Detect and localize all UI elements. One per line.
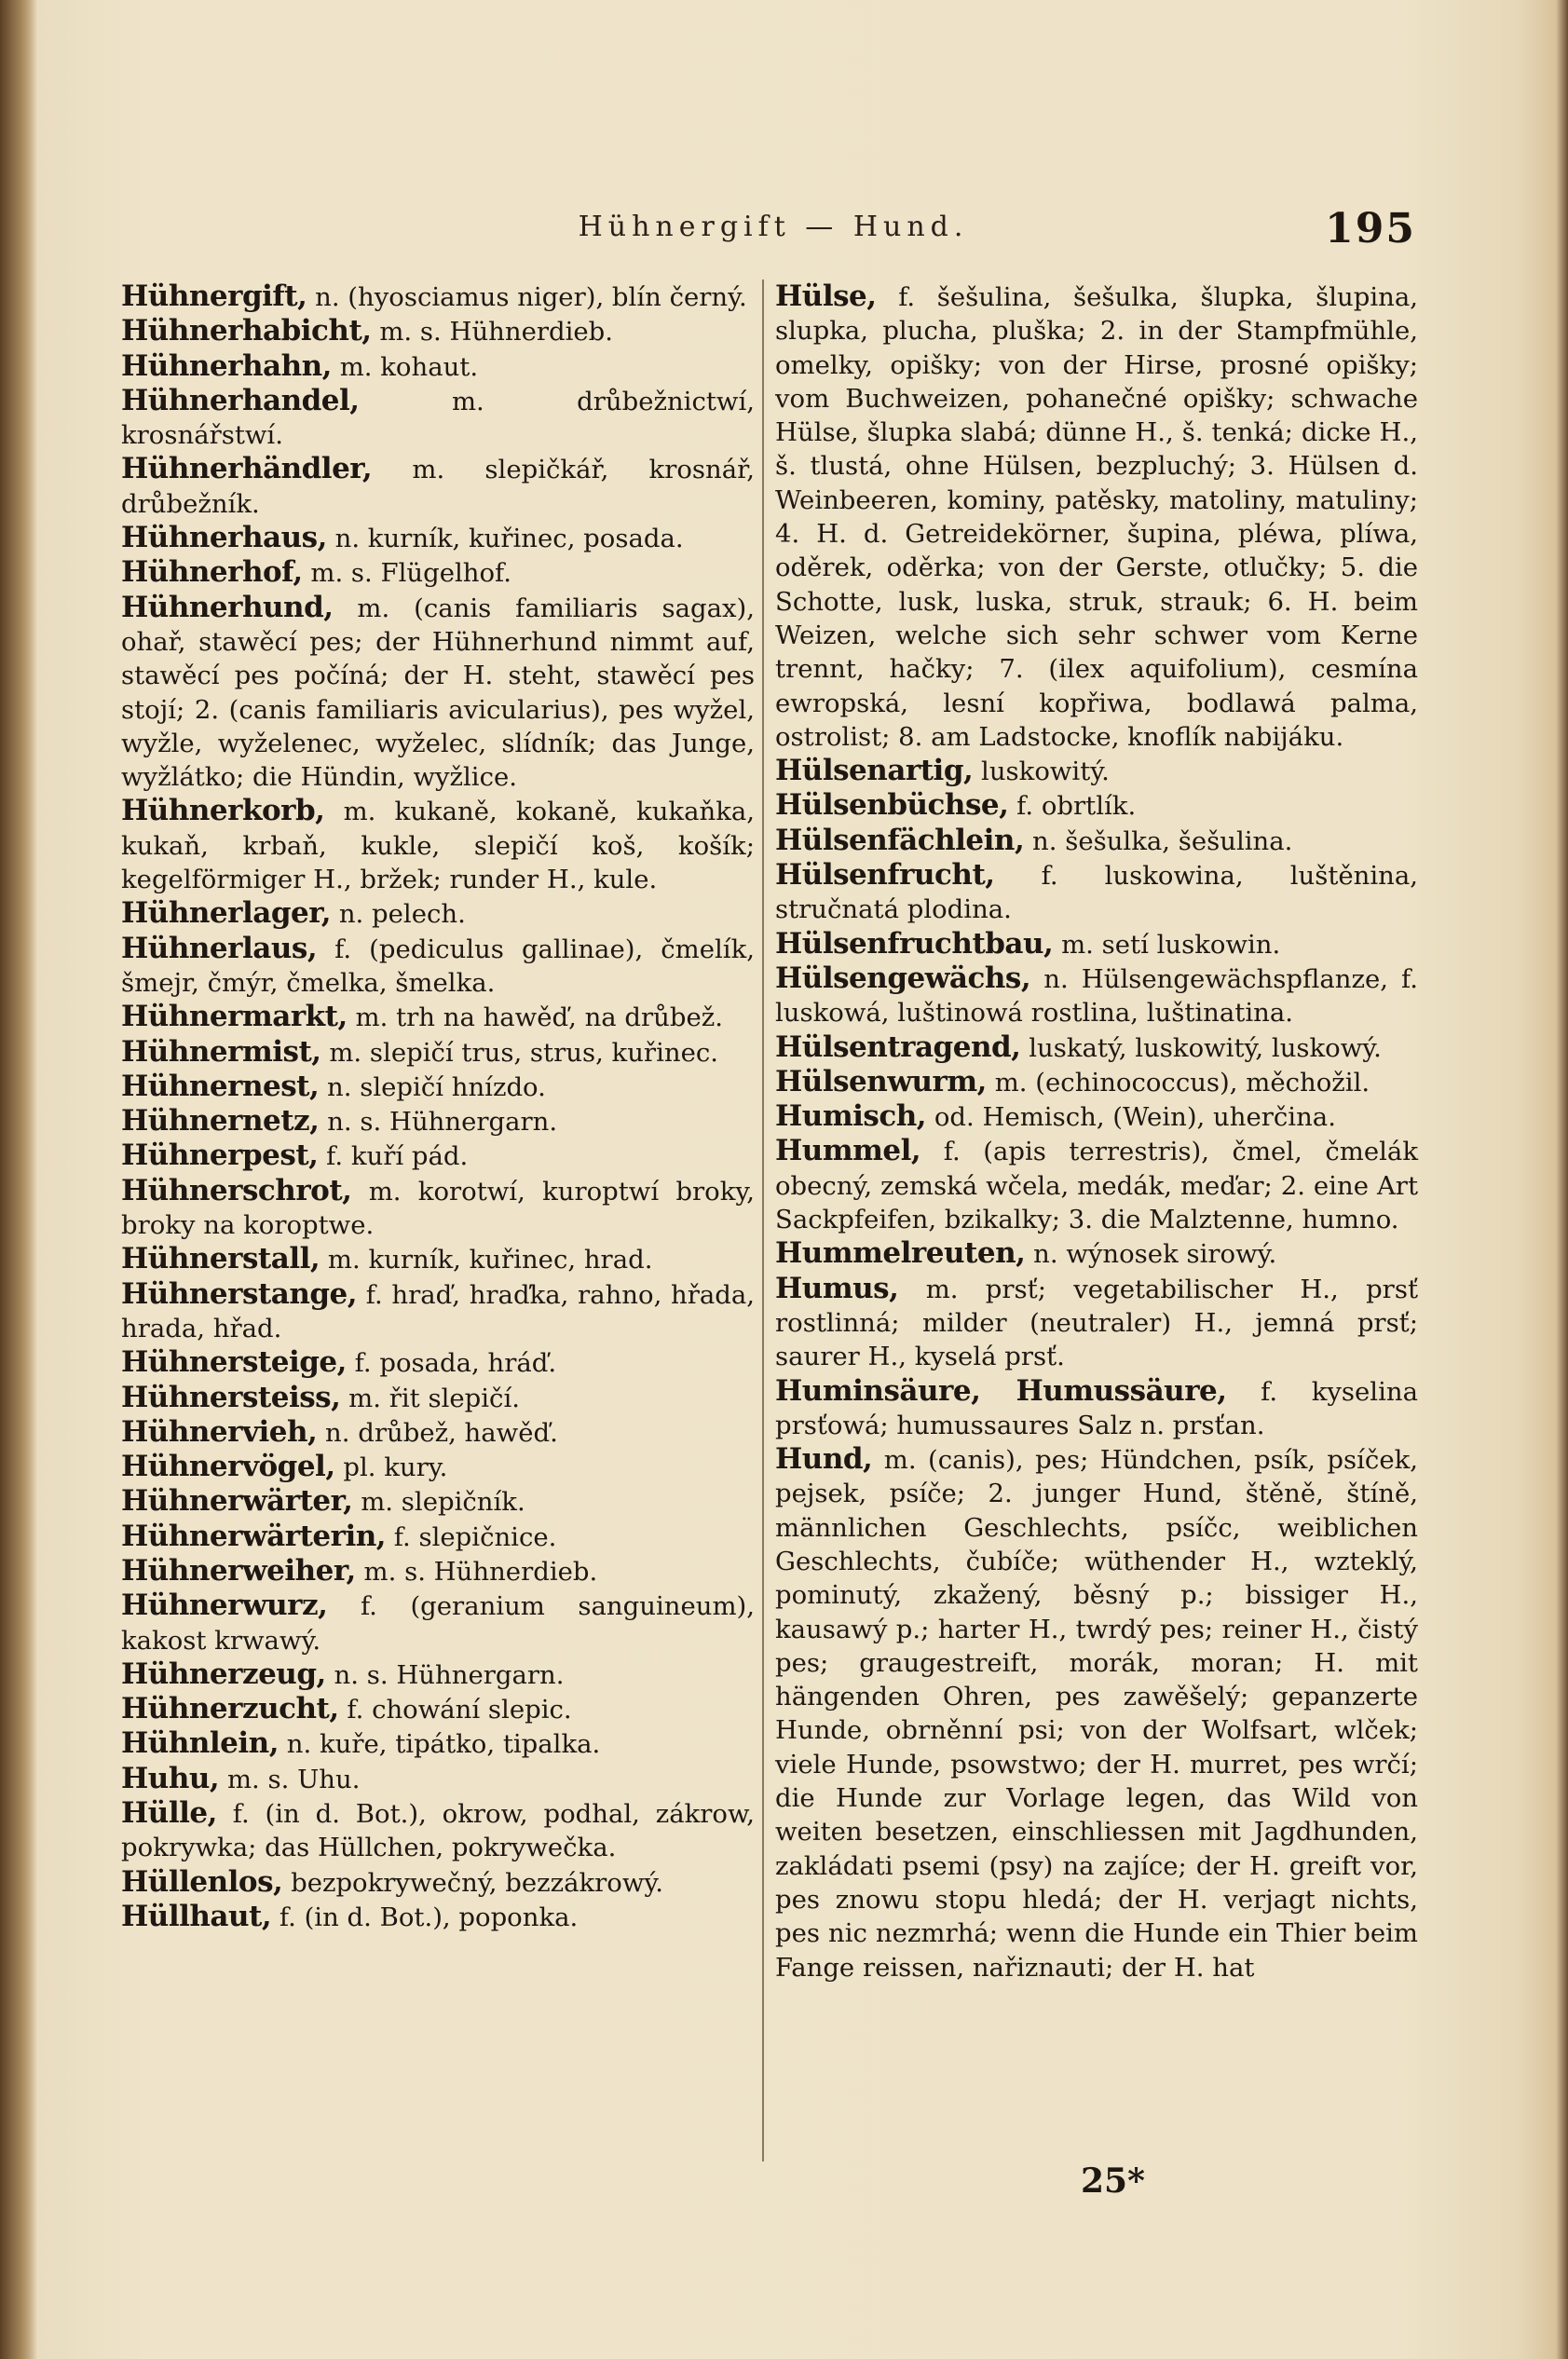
entry-headword: Hühnerhändler, [121,452,373,486]
dictionary-entry [121,1657,755,1692]
entry-definition: n. kuře, tipátko, tipalka. [279,1729,601,1760]
entry-headword: Hühnermarkt, [121,1000,348,1034]
book-spine [0,0,37,2359]
entry-definition: f. (pediculus gallinae), čmelík, šmejr, čmýr, čmelka, šmelka. [121,934,755,998]
dictionary-entry [775,1134,1418,1236]
entry-definition: n. slepičí hnízdo. [319,1071,546,1102]
entry-definition: f. obrtlík. [1008,791,1137,822]
entry-definition: m. korotwí, kuroptwí broky, broky na koroptwe. [121,1176,755,1241]
entry-headword: Hühnerstange, [121,1276,358,1311]
dictionary-entry [121,1865,755,1900]
entry-headword: Hühnerzucht, [121,1692,339,1726]
entry-definition: n. drůbež, hawěď. [317,1417,558,1448]
entry-headword: Hund, [775,1442,873,1477]
entry-definition: luskatý, luskowitý, luskowý. [1020,1032,1382,1063]
entry-definition: m. kohaut. [331,351,479,382]
entry-headword: Hülsenfrucht, [775,858,995,893]
entry-headword: Hummelreuten, [775,1236,1026,1271]
entry-headword: Hühnernetz, [121,1104,320,1139]
dictionary-entry [121,1692,755,1726]
entry-definition: m. (canis), pes; Hündchen, psík, psíček, pejsek, psíče; 2. junger Hund, štěně, štíně, männlichen Geschlechts, psíčc, weiblichen Geschlechts, čubíče; wüthender H., wzteklý, pominutý, zkažený, běsný p.; bissiger H., kausawý p.; harter H., twrdý pes; reiner H., čistý pes; graugestreift, morák, moran; H. mit hängenden Ohren, pes zawěšelý; gepanzerte Hunde, obrněnní psi; von der Wolfsart, wlček; viele Hunde, psowstwo; der H. murret, pes wrčí; die Hunde zur Vorlage legen, das Wild von weiten besetzen, einschliessen mit Jagdhunden, zakládati psemi (psy) na zajíce; der H. greift vor, pes znowu stopu hledá; der H. verjagt nichts, pes nic nezmrhá; wenn die Hunde ein Thier beim Fange reissen, nařiznauti; der H. hat [775,1445,1418,1983]
dictionary-entry [121,1520,755,1554]
dictionary-entry [121,452,755,521]
entry-headword: Hülsenbüchse, [775,788,1009,823]
entry-headword: Hühnerhahn, [121,348,332,383]
dictionary-entry [775,280,1418,754]
dictionary-entry [121,1415,755,1450]
dictionary-entry [775,788,1418,823]
entry-headword: Hülsenartig, [775,754,974,788]
entry-headword: Humisch, [775,1099,927,1134]
entry-headword: Hühnermist, [121,1034,321,1069]
entry-headword: Humus, [775,1271,899,1305]
entry-headword: Hühnervieh, [121,1414,318,1449]
dictionary-entry [121,896,755,931]
dictionary-entry [121,1139,755,1173]
entry-headword: Hülle, [121,1796,217,1831]
entry-headword: Hülse, [775,280,877,313]
dictionary-entry [775,824,1418,858]
entry-definition: f. (geranium sanguineum), kakost krwawý. [121,1591,755,1656]
entry-headword: Hülsengewächs, [775,961,1031,995]
entry-headword: Hühnerschrot, [121,1173,352,1207]
entry-headword: Hüllenlos, [121,1864,283,1899]
entry-headword: Hülsenfächlein, [775,823,1025,857]
entry-definition: m. s. Flügelhof. [302,558,511,589]
entry-headword: Hühnerhandel, [121,383,360,417]
entry-headword: Hühnerhaus, [121,521,327,555]
entry-definition: m. slepičkář, krosnář, drůbežník. [121,455,755,519]
dictionary-entry [121,1450,755,1484]
dictionary-entry [121,1035,755,1070]
entry-definition: f. luskowina, luštěnina, stručnatá plodina. [775,861,1418,925]
dictionary-entry [775,927,1418,961]
signature-mark: 25* [1081,2161,1145,2201]
entry-headword: Hühnerwärter, [121,1484,353,1519]
entry-headword: Hühnerpest, [121,1139,319,1173]
entry-definition: f. hraď, hraďka, rahno, hřada, hrada, hřad. [121,1279,755,1343]
entry-definition: bezpokrywečný, bezzákrowý. [282,1867,664,1898]
entry-definition: f. (apis terrestris), čmel, čmelák obecný, zemská wčela, medák, meďar; 2. eine Art Sackpfeifen, bzikalky; 3. die Malztenne, humno. [775,1137,1418,1235]
entry-headword: Hühnerzeug, [121,1657,326,1691]
entry-headword: Hülsentragend, [775,1030,1021,1064]
entry-headword: Hühnersteiss, [121,1380,341,1414]
dictionary-entry [121,1242,755,1276]
running-title: Hühnergift — Hund. [578,211,969,243]
dictionary-entry [121,280,755,314]
entry-headword: Hummel, [775,1134,921,1168]
entry-headword: Hühnersteige, [121,1345,347,1380]
entry-definition: n. wýnosek sirowý. [1025,1239,1277,1270]
entry-definition: n. s. Hühnergarn. [325,1659,565,1690]
entry-definition: f. posada, hráď. [346,1348,557,1379]
entry-definition: n. s. Hühnergarn. [319,1107,558,1138]
dictionary-entry [775,858,1418,927]
entry-definition: n. Hülsengewächspflanze, f. luskowá, luštinowá rostlina, luštinatina. [775,963,1418,1029]
dictionary-entry [775,1065,1418,1099]
entry-headword: Hühnerstall, [121,1242,320,1276]
dictionary-entry [121,1554,755,1589]
dictionary-entry [121,591,755,795]
entry-definition: m. s. Hühnerdieb. [355,1556,598,1587]
entry-headword: Hühnerhabicht, [121,314,372,348]
dictionary-entry [121,1381,755,1415]
dictionary-entry [775,1099,1418,1134]
dictionary-entry [121,1726,755,1761]
dictionary-entry [775,1030,1418,1065]
dictionary-entry [121,1000,755,1034]
dictionary-entry [121,1796,755,1865]
dictionary-entry [121,521,755,555]
entry-definition: m. drůbežnictwí, krosnářstwí. [121,386,755,451]
entry-definition: f. šešulina, šešulka, šlupka, šlupina, slupka, plucha, pluška; 2. in der Stampfmühle, omelky, opišky; von der Hirse, prosné opišky; vom Buchweizen, pohanečné opišky; schwache Hülse, šlupka slabá; dünne H., š. tenká; dicke H., š. tlustá, ohne Hülsen, bezpluchý; 3. Hülsen d. Weinbeeren, kominy, patěsky, matoliny, matuliny; 4. H. d. Getreidekörner, šupina, pléwa, plíwa, oděrek, oděrka; von der Gerste, otlučky; 5. die Schotte, lusk, luska, struk, strauk; 6. H. beim Weizen, welche sich sehr schwer vom Kerne trennt, hačky; 7. (ilex aquifolium), cesmína ewropská, lesní kopřiwa, bodlawá palma, ostrolist; 8. am Ladstocke, knoflík nabijáku. [775,282,1418,752]
entry-headword: Hülsenwurm, [775,1064,987,1098]
entry-headword: Hühnerkorb, [121,794,325,828]
entry-headword: Hühnernest, [121,1069,320,1103]
entry-headword: Hühnerlager, [121,896,332,931]
dictionary-entry [775,1442,1418,1984]
page-header [121,205,1416,257]
entry-headword: Huhu, [121,1761,220,1795]
entry-definition: f. chowání slepic. [338,1695,572,1725]
dictionary-entry [121,1484,755,1519]
dictionary-entry [121,384,755,453]
entry-definition: m. řit slepičí. [340,1383,520,1413]
dictionary-entry [121,1174,755,1243]
column-divider [762,280,764,2161]
entry-definition: m. slepičník. [352,1487,525,1518]
entry-headword: Hühnerhof, [121,555,303,590]
dictionary-entry [121,1900,755,1934]
dictionary-entry [121,1277,755,1346]
entry-definition: m. s. Uhu. [219,1764,361,1794]
entry-headword: Huminsäure, Humussäure, [775,1373,1227,1408]
right-column [775,280,1418,1984]
dictionary-entry [121,794,755,896]
dictionary-entry [121,1762,755,1796]
entry-definition: m. trh na hawěď, na drůbež. [347,1002,724,1033]
dictionary-entry [775,754,1418,788]
entry-headword: Hülsenfruchtbau, [775,926,1054,961]
dictionary-entry [775,961,1418,1030]
entry-definition: n. šešulka, šešulina. [1024,825,1293,856]
dictionary-entry [121,932,755,1001]
entry-definition: m. prsť; vegetabilischer H., prsť rostlinná; milder (neutraler) H., jemná prsť; saurer H., kyselá prsť. [775,1274,1418,1372]
entry-headword: Hühnerhund, [121,590,334,624]
dictionary-entry [121,555,755,590]
entry-headword: Hühnergift, [121,280,307,313]
entry-headword: Hühnervögel, [121,1450,335,1484]
dictionary-entry [121,314,755,348]
entry-headword: Hühnerlaus, [121,931,318,965]
entry-definition: f. (in d. Bot.), poponka. [271,1902,579,1932]
entry-definition: od. Hemisch, (Wein), uherčina. [926,1102,1336,1133]
entry-headword: Hüllhaut, [121,1899,272,1933]
dictionary-entry [121,1345,755,1380]
left-column [121,280,755,1934]
page-number: 195 [1325,205,1416,252]
entry-definition: luskowitý. [973,757,1110,787]
dictionary-entry [121,1104,755,1139]
entry-definition: f. kyselina prsťowá; humussaures Salz n. prsťan. [775,1376,1418,1440]
dictionary-entry [121,1070,755,1104]
entry-headword: Hühnerweiher, [121,1553,356,1588]
entry-definition: m. s. Hühnerdieb. [371,317,614,348]
entry-definition: m. setí luskowin. [1053,929,1281,960]
entry-definition: f. slepičnice. [386,1521,557,1552]
entry-definition: n. (hyosciamus niger), blín černý. [307,282,747,312]
dictionary-entry [121,1589,755,1657]
dictionary-entry [775,1374,1418,1443]
entry-definition: m. kukaně, kokaně, kukaňka, kukaň, krbaň, kukle, slepičí koš, košík; kegelförmiger H., bržek; runder H., kule. [121,797,755,895]
entry-definition: n. kurník, kuřinec, posada. [326,524,684,554]
entry-definition: m. (canis familiaris sagax), ohař, stawěcí pes; der Hühnerhund nimmt auf, stawěcí pes počíná; der H. steht, stawěcí pes stojí; 2. (canis familiaris avicularius), pes wyžel, wyžle, wyželenec, wyželec, slídník; das Junge, wyžlátko; die Hündin, wyžlice. [121,593,755,793]
entry-definition: m. kurník, kuřinec, hrad. [320,1245,653,1275]
entry-definition: n. pelech. [331,899,466,930]
dictionary-entry [775,1272,1418,1374]
entry-definition: m. slepičí trus, strus, kuřinec. [320,1037,718,1068]
dictionary-entry [775,1236,1418,1271]
entry-headword: Hühnlein, [121,1726,280,1761]
entry-definition: pl. kury. [334,1452,448,1483]
entry-headword: Hühnerwärterin, [121,1519,387,1553]
dictionary-entry [121,349,755,384]
entry-definition: f. (in d. Bot.), okrow, podhal, zákrow, pokrywka; das Hüllchen, pokrywečka. [121,1799,755,1863]
entry-definition: f. kuří pád. [318,1141,469,1172]
entry-definition: m. (echinococcus), měchožil. [986,1067,1370,1098]
entry-headword: Hühnerwurz, [121,1589,328,1623]
